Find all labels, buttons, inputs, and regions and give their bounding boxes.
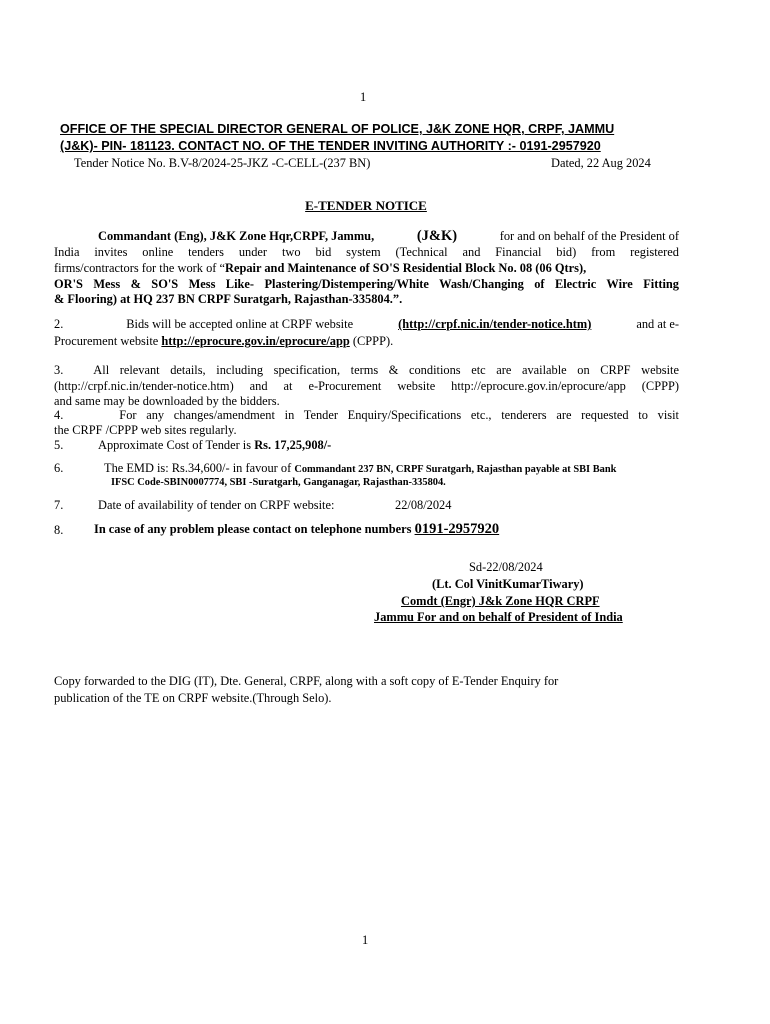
- item2-text-b: and at e-: [636, 317, 679, 331]
- item5-number: 5.: [54, 438, 64, 452]
- item5-text: Approximate Cost of Tender is: [98, 438, 252, 452]
- para1-jk: (J&K): [416, 228, 458, 244]
- signature-date: Sd-22/08/2024: [469, 560, 543, 574]
- page-number-top: 1: [360, 90, 367, 104]
- para1-line5: & Flooring) at HQ 237 BN CRPF Suratgarh, Rajasthan-335804.”.: [54, 292, 403, 306]
- header-office-line1: OFFICE OF THE SPECIAL DIRECTOR GENERAL OF POLICE, J&K ZONE HQR, CRPF, JAMMU: [60, 122, 615, 136]
- emd-payee: Commandant 237 BN, CRPF Suratgarh, Rajasthan payable at SBI Bank: [294, 464, 617, 475]
- header-office-line2: (J&K)- PIN- 181123. CONTACT NO. OF THE TENDER INVITING AUTHORITY :- 0191-2957920: [60, 139, 601, 153]
- tender-cost: Rs. 17,25,908/-: [254, 438, 332, 452]
- para1-work-title: Repair and Maintenance of SO'S Residential Block No. 08 (06 Qtrs),: [225, 261, 587, 275]
- item3-line2: (http://crpf.nic.in/tender-notice.htm) and at e-Procurement website http://eprocure.gov.in/eprocure/app (CPPP): [54, 379, 679, 393]
- para1-commandant: Commandant (Eng), J&K Zone Hqr,CRPF, Jammu,: [98, 229, 375, 243]
- tender-notice-number: Tender Notice No. B.V-8/2024-25-JKZ -C-CELL-(237 BN): [74, 156, 371, 170]
- para1-line2: India invites online tenders under two bid system (Technical and Financial bid) from registered: [54, 245, 679, 259]
- item6-line1: [104, 461, 616, 476]
- item2-text-a: Bids will be accepted online at CRPF website: [126, 317, 354, 331]
- item3-line1: [54, 363, 679, 378]
- para1-line3: [54, 261, 679, 276]
- item7-number: 7.: [54, 498, 64, 512]
- item2-line2: [54, 334, 679, 349]
- tender-date: Dated, 22 Aug 2024: [551, 156, 651, 170]
- item6-number: 6.: [54, 461, 64, 475]
- item6-text: The EMD is: Rs.34,600/- in favour of: [104, 461, 292, 475]
- item4-text1: For any changes/amendment in Tender Enquiry/Specifications etc., tenderers are requested to visit: [119, 408, 679, 422]
- item4-line1: [54, 408, 679, 423]
- item2-line1: [54, 317, 679, 332]
- item2-text-d: (CPPP).: [352, 334, 394, 348]
- item3-number: 3.: [54, 363, 64, 377]
- para1-line4: OR'S Mess & SO'S Mess Like- Plastering/Distempering/White Wash/Changing of Electric Wire Fitting: [54, 277, 679, 291]
- item3-text1: All relevant details, including specification, terms & conditions etc are available on CRPF website: [93, 363, 679, 377]
- item6-ifsc: IFSC Code-SBIN0007774, SBI -Suratgarh, Ganganagar, Rajasthan-335804.: [111, 477, 446, 488]
- page-number-bottom: 1: [362, 933, 369, 947]
- para1-line3-plain: firms/contractors for the work of “: [54, 261, 226, 275]
- copy-forwarded-line1: Copy forwarded to the DIG (IT), Dte. General, CRPF, along with a soft copy of E-Tender Enquiry for: [54, 674, 559, 688]
- item8-number: 8.: [54, 523, 64, 537]
- signatory-designation: Comdt (Engr) J&k Zone HQR CRPF: [401, 594, 600, 608]
- copy-forwarded-line2: publication of the TE on CRPF website.(Through Selo).: [54, 691, 332, 705]
- eprocure-link[interactable]: http://eprocure.gov.in/eprocure/app: [161, 334, 350, 348]
- item4-number: 4.: [54, 408, 64, 422]
- item2-number: 2.: [54, 317, 64, 331]
- page-title: E-TENDER NOTICE: [305, 198, 427, 213]
- item8-line: [94, 521, 499, 538]
- para1-rest: for and on behalf of the President of: [499, 229, 679, 243]
- item2-text-c: Procurement website: [54, 334, 159, 348]
- item3-line3: and same may be downloaded by the bidders.: [54, 394, 280, 408]
- item4-line2: the CRPF /CPPP web sites regularly.: [54, 423, 237, 437]
- signatory-authority: Jammu For and on behalf of President of India: [374, 610, 623, 624]
- item5-line: [98, 438, 331, 453]
- signatory-name: (Lt. Col VinitKumarTiwary): [432, 577, 584, 591]
- availability-date: 22/08/2024: [395, 498, 452, 512]
- contact-phone: 0191-2957920: [414, 521, 500, 537]
- para1-line1: [98, 228, 679, 245]
- crpf-tender-link[interactable]: (http://crpf.nic.in/tender-notice.htm): [398, 317, 592, 331]
- item7-text: Date of availability of tender on CRPF website:: [98, 498, 335, 512]
- item8-text: In case of any problem please contact on telephone numbers: [94, 522, 412, 536]
